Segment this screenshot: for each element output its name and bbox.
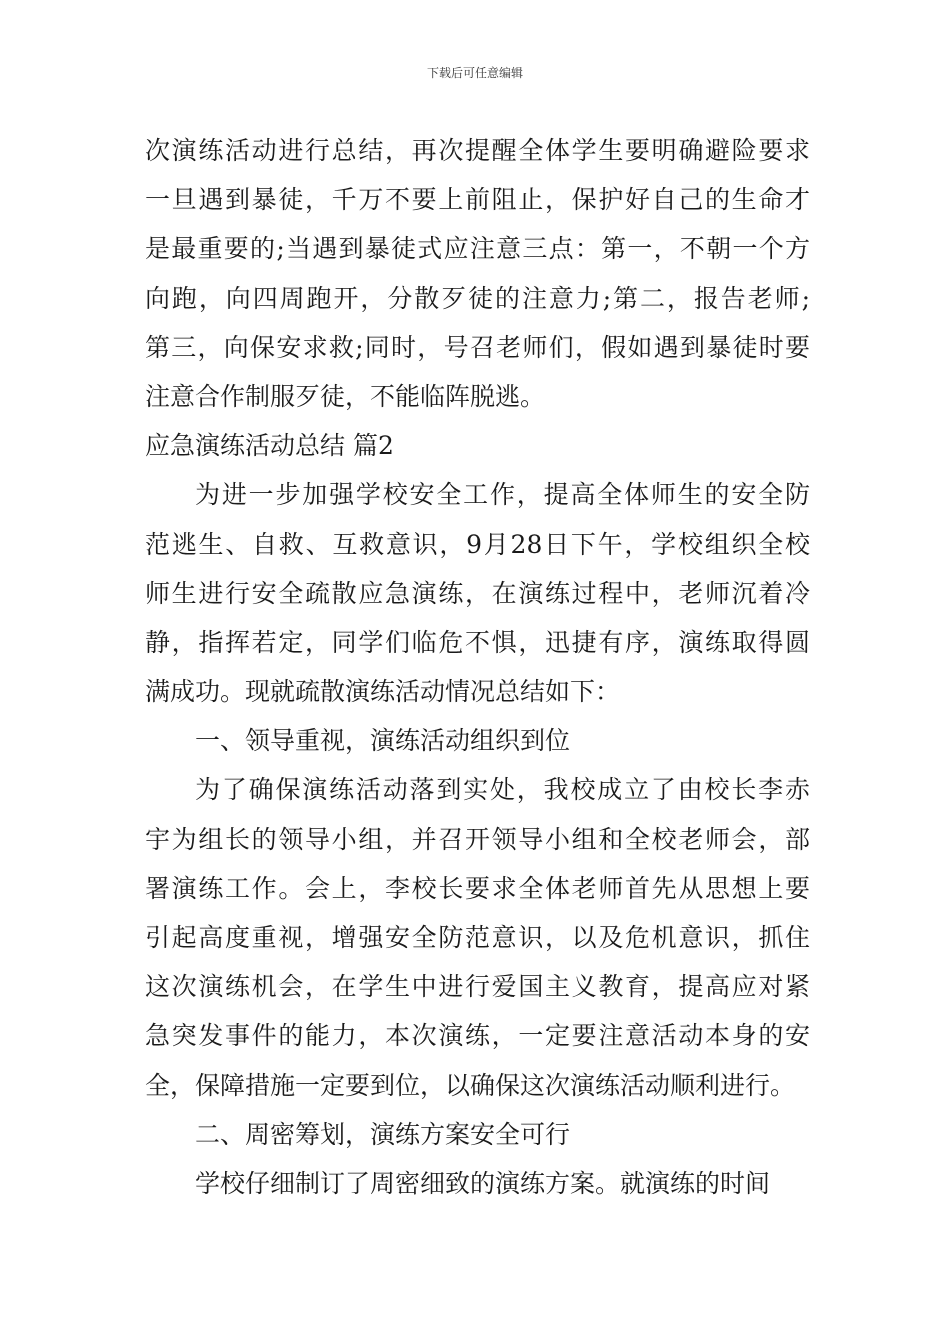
text-line: 师生进行安全疏散应急演练，在演练过程中，老师沉着冷 — [145, 578, 810, 608]
text-line: 学校仔细制订了周密细致的演练方案。就演练的时间 — [195, 1168, 771, 1198]
document-body — [145, 126, 810, 1208]
section-heading — [145, 421, 810, 470]
paragraph — [145, 1159, 810, 1208]
text-line: 次演练活动进行总结，再次提醒全体学生要明确避险要求 — [145, 136, 810, 165]
text-line: 注意合作制服歹徒，不能临阵脱逃。 — [145, 381, 546, 411]
text-line: 一旦遇到暴徒，千万不要上前阻止，保护好自己的生命才 — [145, 185, 810, 215]
paragraph — [145, 765, 810, 1109]
text-line: 全，保障措施一定要到位，以确保这次演练活动顺利进行。 — [145, 1070, 796, 1100]
subsection-heading — [145, 716, 810, 765]
paragraph — [145, 470, 810, 716]
text-line: 向跑，向四周跑开，分散歹徒的注意力;第二，报告老师; — [145, 283, 810, 313]
text-line: 一、领导重视，演练活动组织到位 — [195, 726, 571, 756]
text-line: 为进一步加强学校安全工作，提高全体师生的安全防 — [195, 480, 810, 510]
text-line: 静，指挥若定，同学们临危不惧，迅捷有序，演练取得圆 — [145, 627, 810, 657]
text-line: 第三，向保安求救;同时，号召老师们，假如遇到暴徒时要 — [145, 332, 810, 362]
text-line: 应急演练活动总结 篇2 — [145, 431, 394, 461]
text-line: 引起高度重视，增强安全防范意识，以及危机意识，抓住 — [145, 923, 810, 952]
text-line: 是最重要的;当遇到暴徒式应注意三点：第一，不朝一个方 — [145, 234, 810, 264]
text-line: 为了确保演练活动落到实处，我校成立了由校长李赤 — [195, 775, 810, 805]
text-line: 二、周密筹划，演练方案安全可行 — [195, 1119, 571, 1149]
text-line: 范逃生、自救、互救意识，9月28日下午，学校组织全校 — [145, 529, 810, 559]
text-line: 署演练工作。会上，李校长要求全体老师首先从思想上要 — [145, 873, 810, 903]
page-header: 下载后可任意编辑 — [426, 66, 523, 80]
subsection-heading — [145, 1110, 810, 1159]
text-line: 这次演练机会，在学生中进行爱国主义教育，提高应对紧 — [145, 972, 810, 1002]
paragraph — [145, 126, 810, 421]
text-line: 满成功。现就疏散演练活动情况总结如下： — [145, 677, 621, 707]
text-line: 宇为组长的领导小组，并召开领导小组和全校老师会，部 — [145, 824, 810, 854]
text-line: 急突发事件的能力，本次演练，一定要注意活动本身的安 — [145, 1021, 810, 1051]
